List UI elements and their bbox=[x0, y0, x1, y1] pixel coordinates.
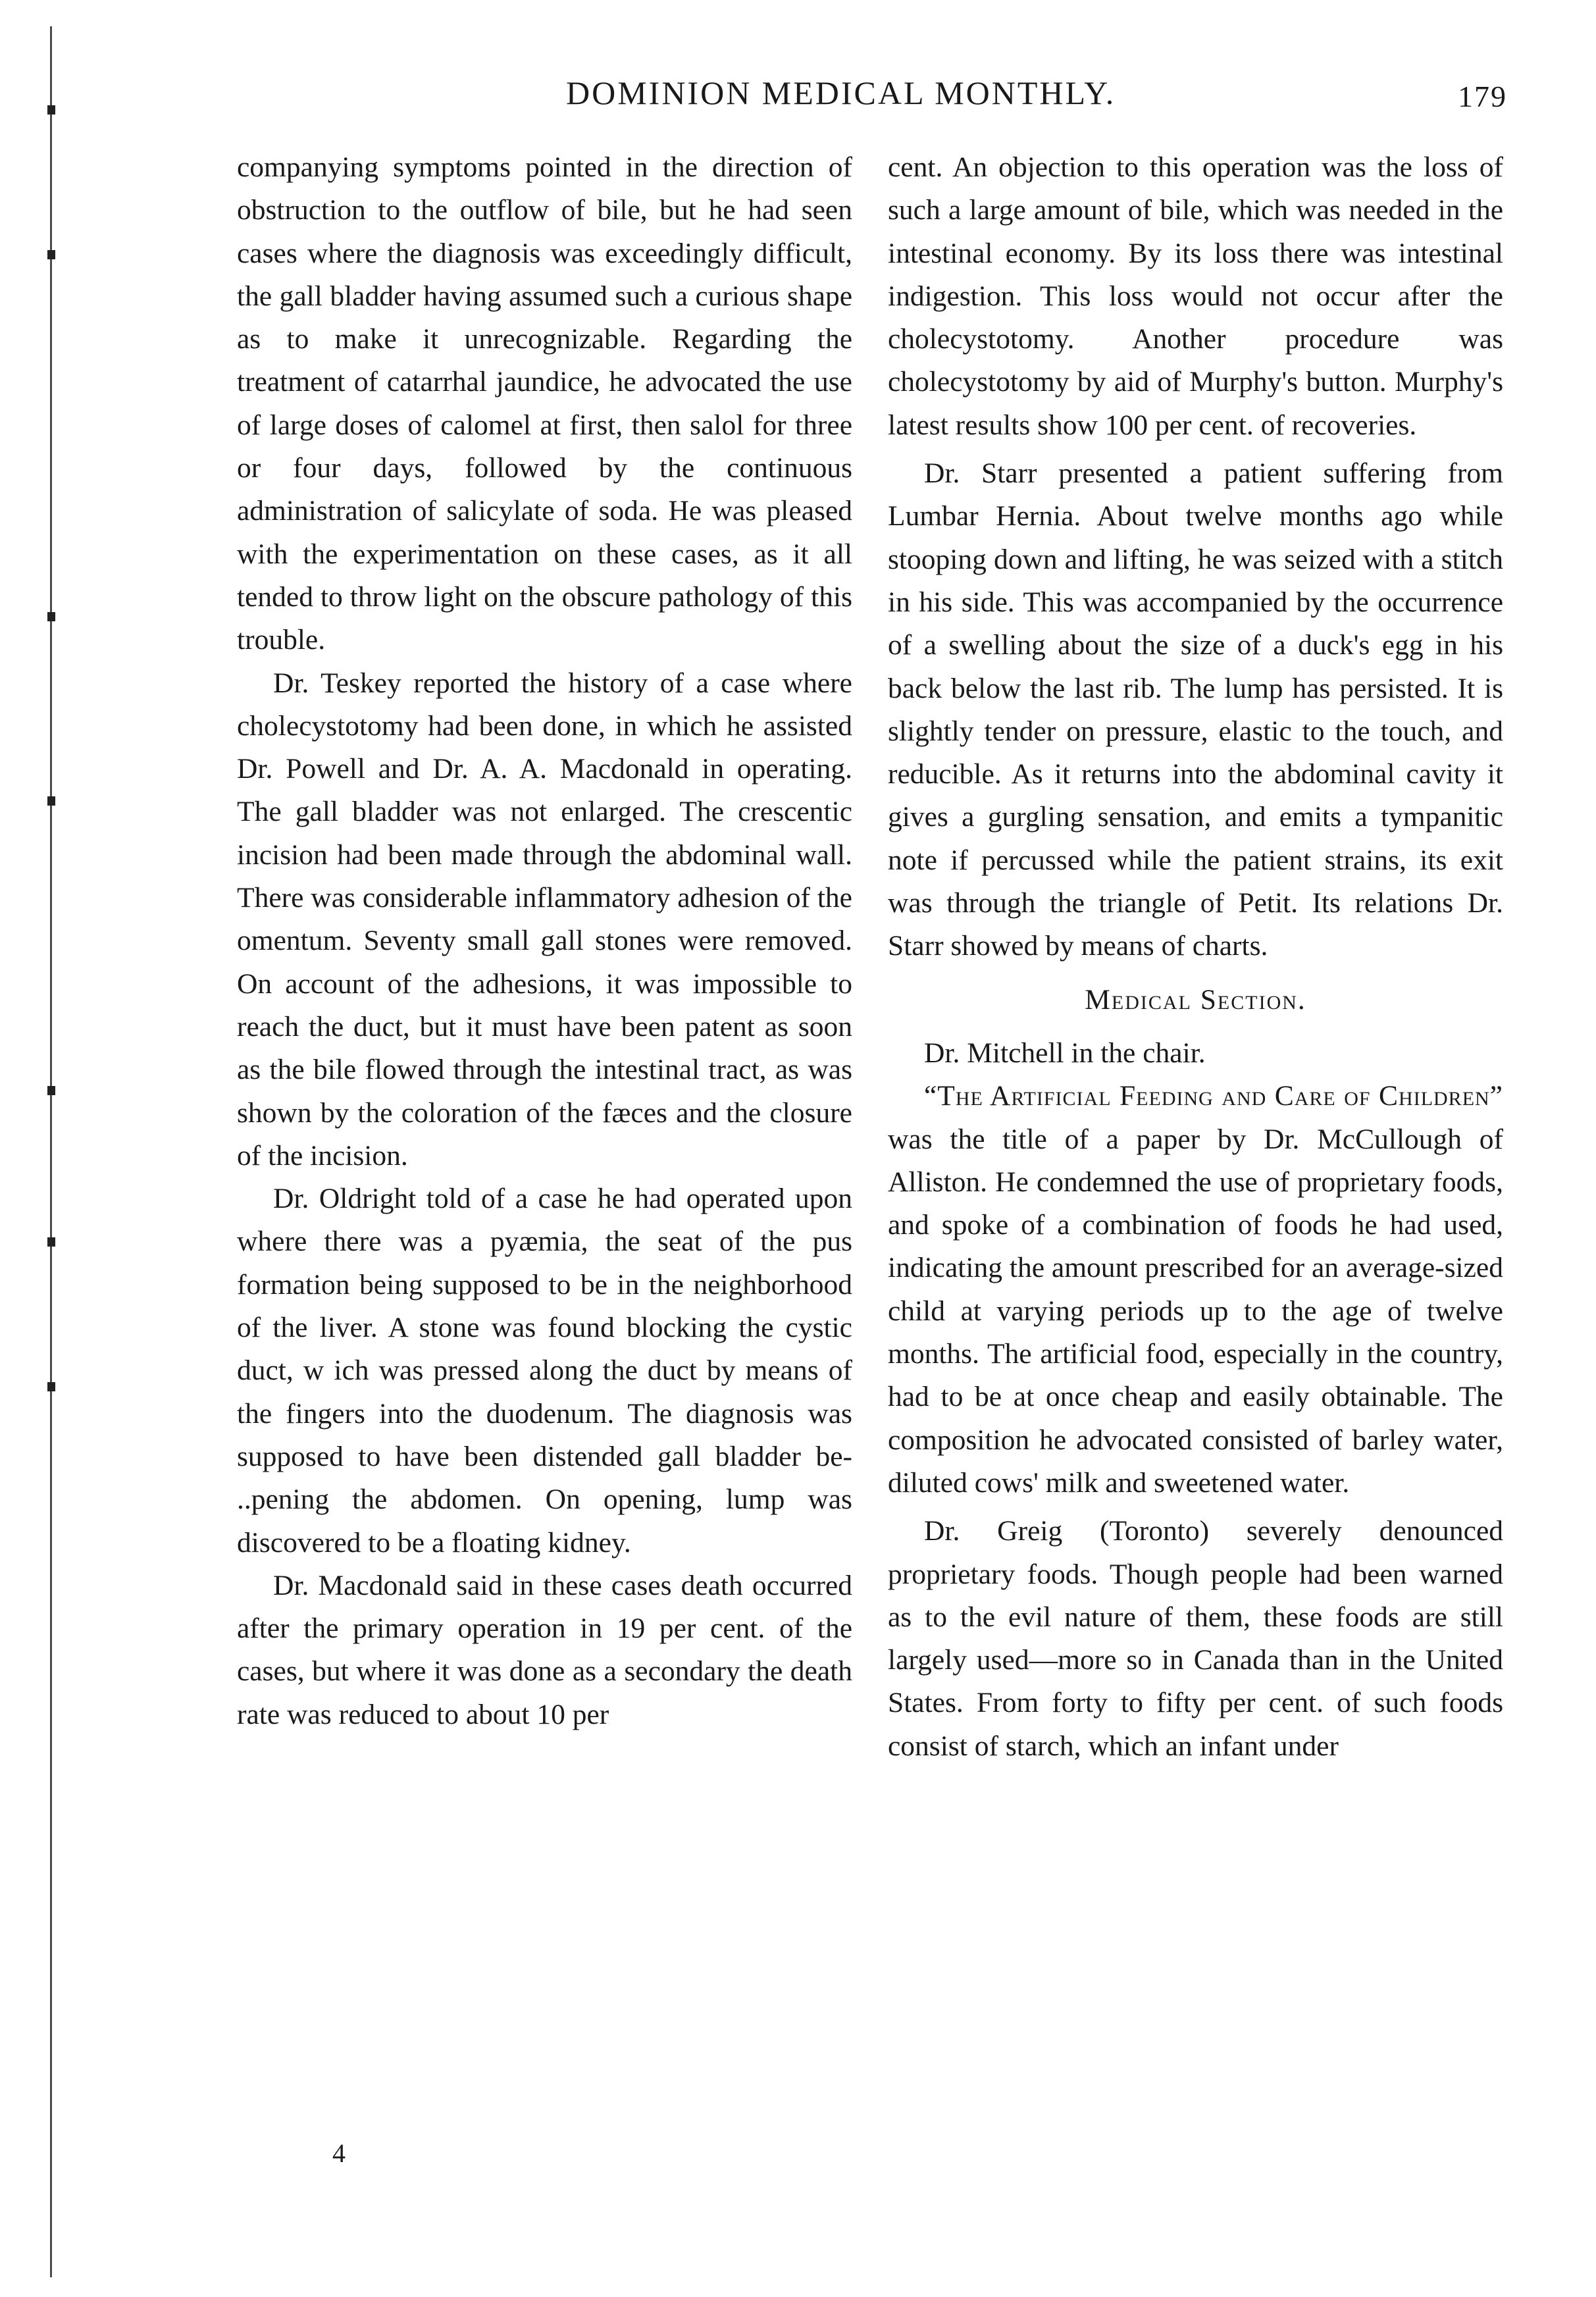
binding-mark bbox=[47, 612, 55, 621]
binding-edge bbox=[47, 26, 54, 2277]
binding-mark bbox=[47, 1237, 55, 1247]
paragraph: companying symptoms pointed in the direction of obstruction to the outflow of bile, but he had seen cases where the diagnosis was exceedingly difficult, the gall bladder having assumed such a curious shape as to make it unrecognizable. Regarding the treatment of catarrhal jaundice, he advocated the use of large doses of calomel at first, then salol for three or four days, followed by the continuous administration of salicylate of soda. He was pleased with the experimentation on these cases, as it all tended to throw light on the obscure pathology of this trouble. bbox=[237, 151, 852, 656]
page-number: 179 bbox=[1458, 80, 1507, 113]
paragraph: Dr. Oldright told of a case he had operated upon where there was a pyæmia, the seat of the pus formation being supposed to be in the neighborhood of the liver. A stone was found blocking the cystic duct, w ich was pressed along the duct by means of the fingers into the duodenum. The diagnosis was supposed to have been distended gall bladder be- ..pening the abdomen. On opening, lump was discovered to be a floating kidney. bbox=[237, 1183, 852, 1559]
paragraph bbox=[888, 1075, 1503, 1505]
section-heading: Medical Section. bbox=[1085, 983, 1306, 1016]
paragraph: Dr. Mitchell in the chair. bbox=[924, 1037, 1206, 1069]
binding-mark bbox=[47, 1086, 55, 1095]
paragraph: Dr. Starr presented a patient suffering from Lumbar Hernia. About twelve months ago while stooping down and lifting, he was seized with a stitch in his side. This was accompanied by the occurrence of a swelling about the size of a duck's egg in his back below the last rib. The lump has persisted. It is slightly tender on pressure, elastic to the touch, and reducible. As it returns into the abdominal cavity it gives a gurgling sensation, and emits a tympanitic note if percussed while the patient strains, its exit was through the triangle of Petit. Its relations Dr. Starr showed by means of charts. bbox=[888, 457, 1503, 962]
paragraph: Dr. Greig (Toronto) severely denounced proprietary foods. Though people had been warned as to the evil nature of them, these foods are still largely used—more so in Canada than in the United States. From forty to fifty per cent. of such foods consist of starch, which an infant under bbox=[888, 1515, 1503, 1762]
paragraph-text: was the title of a paper by Dr. McCullough of Alliston. He condemned the use of proprietary foods, and spoke of a combination of foods he had used, indicating the amount prescribed for an average-sized child at varying periods up to the age of twelve months. The artificial food, especially in the country, had to be at once cheap and easily obtainable. The composition he advocated consisted of barley water, diluted cows' milk and sweetened water. bbox=[888, 1123, 1503, 1499]
paragraph: Dr. Macdonald said in these cases death occurred after the primary operation in 19 per cent. of the cases, but where it was done as a secondary the death rate was reduced to about 10 per bbox=[237, 1569, 852, 1730]
binding-mark bbox=[47, 1382, 55, 1391]
paper-title: “The Artificial Feeding and Care of Children” bbox=[924, 1080, 1503, 1112]
signature-mark: 4 bbox=[332, 2138, 346, 2168]
running-title: DOMINION MEDICAL MONTHLY. bbox=[566, 74, 1116, 111]
paragraph: cent. An objection to this operation was the loss of such a large amount of bile, which was needed in the intestinal economy. By its loss there was intestinal indigestion. This loss would not occur after the cholecystotomy. Another procedure was cholecystotomy by aid of Murphy's button. Murphy's latest results show 100 per cent. of recoveries. bbox=[888, 151, 1503, 441]
binding-line bbox=[50, 26, 52, 2277]
binding-mark bbox=[47, 796, 55, 806]
page-header bbox=[237, 74, 1507, 126]
paragraph: Dr. Teskey reported the history of a case where cholecystotomy had been done, in which he assisted Dr. Powell and Dr. A. A. Macdonald in operating. The gall bladder was not enlarged. The crescentic incision had been made through the abdominal wall. There was considerable inflammatory adhesion of the omentum. Seventy small gall stones were removed. On account of the adhesions, it was impossible to reach the duct, but it must have been patent as soon as the bile flowed through the intestinal tract, as was shown by the coloration of the fæces and the closure of the incision. bbox=[237, 667, 852, 1172]
binding-mark bbox=[47, 250, 55, 259]
right-column bbox=[888, 146, 1503, 1768]
binding-mark bbox=[47, 105, 55, 115]
left-column bbox=[237, 146, 852, 1736]
